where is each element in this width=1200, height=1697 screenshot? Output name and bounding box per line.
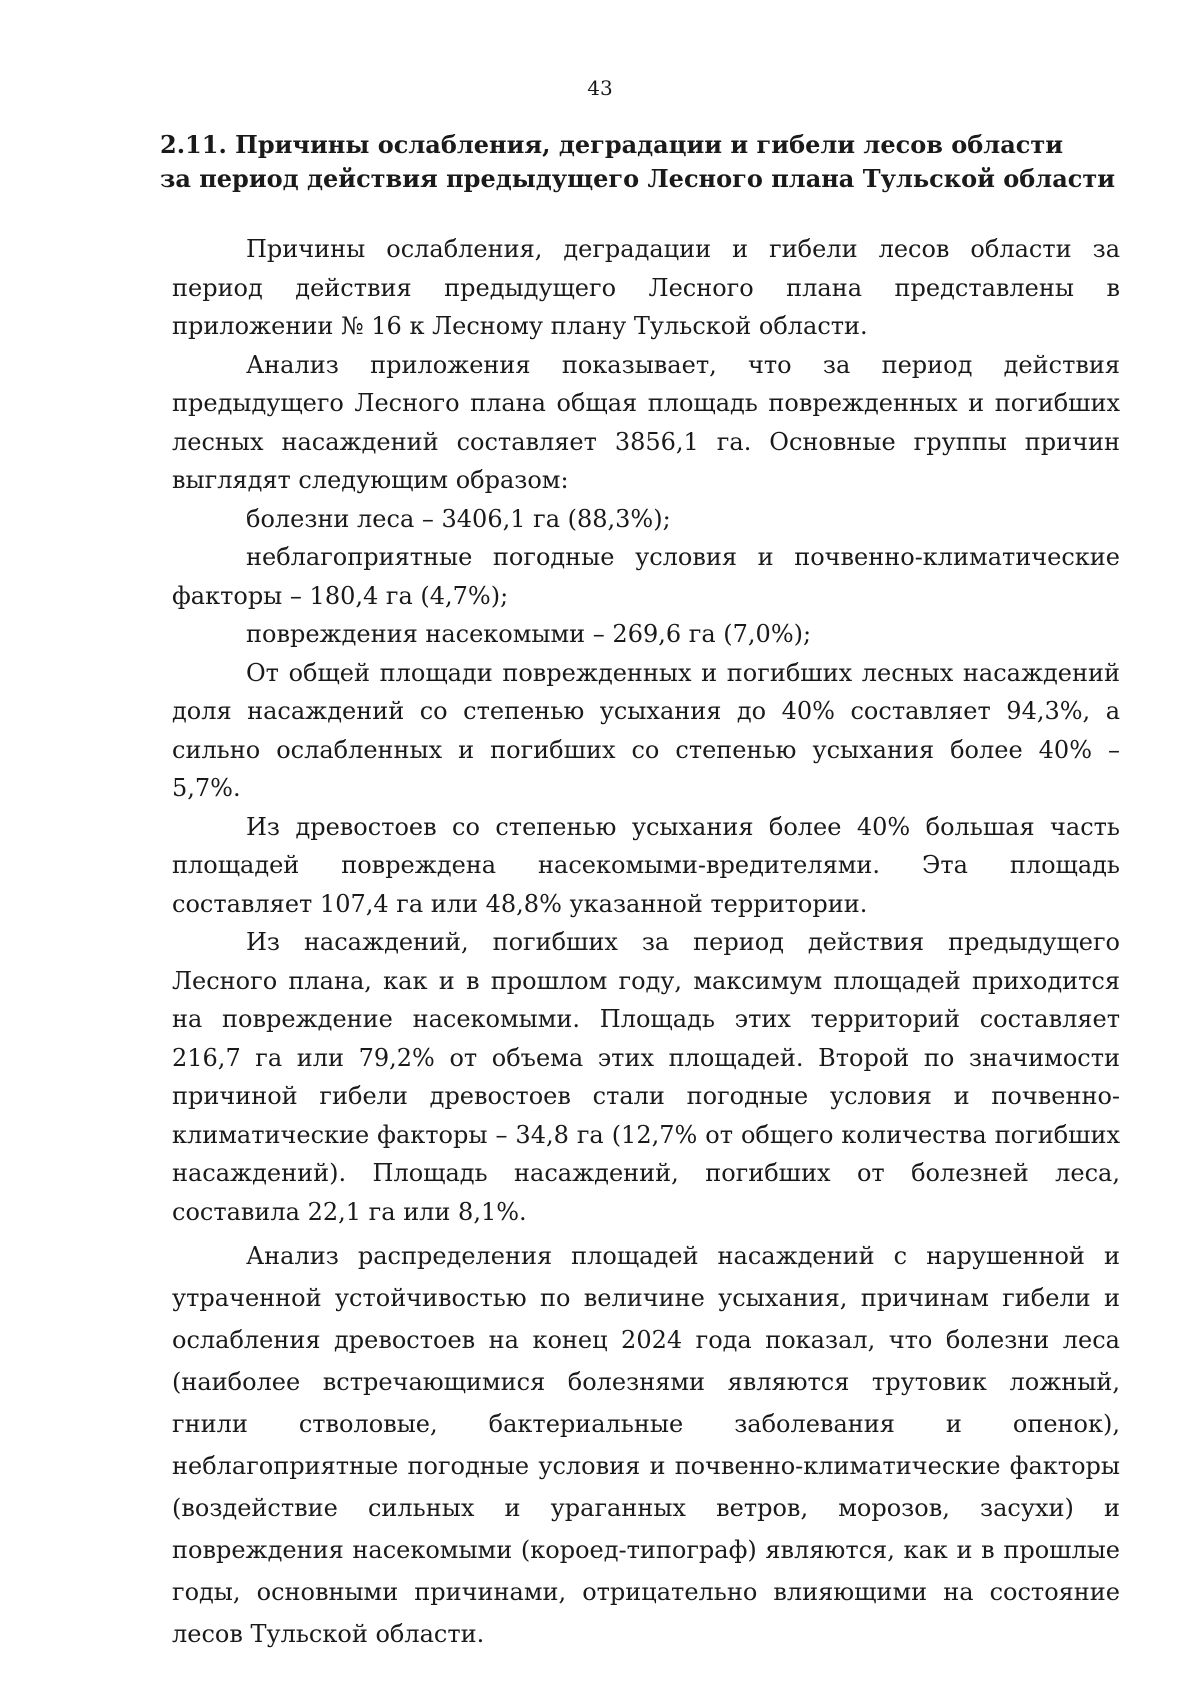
body-text [172,230,1120,1655]
list-item-insects: повреждения насекомыми – 269,6 га (7,0%); [246,620,812,648]
section-heading-line-1: 2.11. Причины ослабления, деградации и гибели лесов области [160,130,1064,159]
list-item-diseases: болезни леса – 3406,1 га (88,3%); [246,504,671,533]
paragraph-dead-stands: Из насаждений, погибших за период действия предыдущего Лесного плана, как и в прошлом году, максимум площадей приходится на повреждение насекомыми. Площадь этих территорий составляет 216,7 га или 79,2% от объема этих площадей. Второй по значимости причиной гибели древостоев стали погодные условия и почвенно-климатические факторы – 34,8 га (12,7% от общего количества погибших насаждений). Площадь насаждений, погибших от болезней леса, составила 22,1 га или 8,1%. [172,928,1120,1226]
page-number: 43 [587,76,613,100]
list-item-weather: неблагоприятные погодные условия и почвенно-климатические факторы – 180,4 га (4,7%); [172,543,1120,610]
paragraph-drying-share: От общей площади поврежденных и погибших лесных насаждений доля насаждений со степенью усыхания до 40% составляет 94,3%, а сильно ослабленных и погибших со степенью усыхания более 40% – 5,7%. [172,658,1120,802]
paragraph-pests: Из древостоев со степенью усыхания более 40% большая часть площадей повреждена насекомыми-вредителями. Эта площадь составляет 107,4 га или 48,8% указанной территории. [172,812,1120,918]
section-heading-line-2: за период действия предыдущего Лесного плана Тульской области [160,164,1116,193]
section-heading [160,128,1116,196]
paragraph-conclusion: Анализ распределения площадей насаждений с нарушенной и утраченной устойчивостью по величине усыхания, причинам гибели и ослабления древостоев на конец 2024 года показал, что болезни леса (наиболее встречающимися болезнями являются трутовик ложный, гнили стволовые, бактериальные заболевания и опенок), неблагоприятные погодные условия и почвенно-климатические факторы (воздействие сильных и ураганных ветров, морозов, засухи) и повреждения насекомыми (короед-типограф) являются, как и в прошлые годы, основными причинами, отрицательно влияющими на состояние лесов Тульской области. [172,1242,1120,1648]
paragraph-intro: Причины ослабления, деградации и гибели лесов области за период действия предыдущего Лесного плана представлены в приложении № 16 к Лесному плану Тульской области. [172,235,1120,340]
paragraph-analysis: Анализ приложения показывает, что за период действия предыдущего Лесного плана общая площадь поврежденных и погибших лесных насаждений составляет 3856,1 га. Основные группы причин выглядят следующим образом: [172,350,1120,494]
